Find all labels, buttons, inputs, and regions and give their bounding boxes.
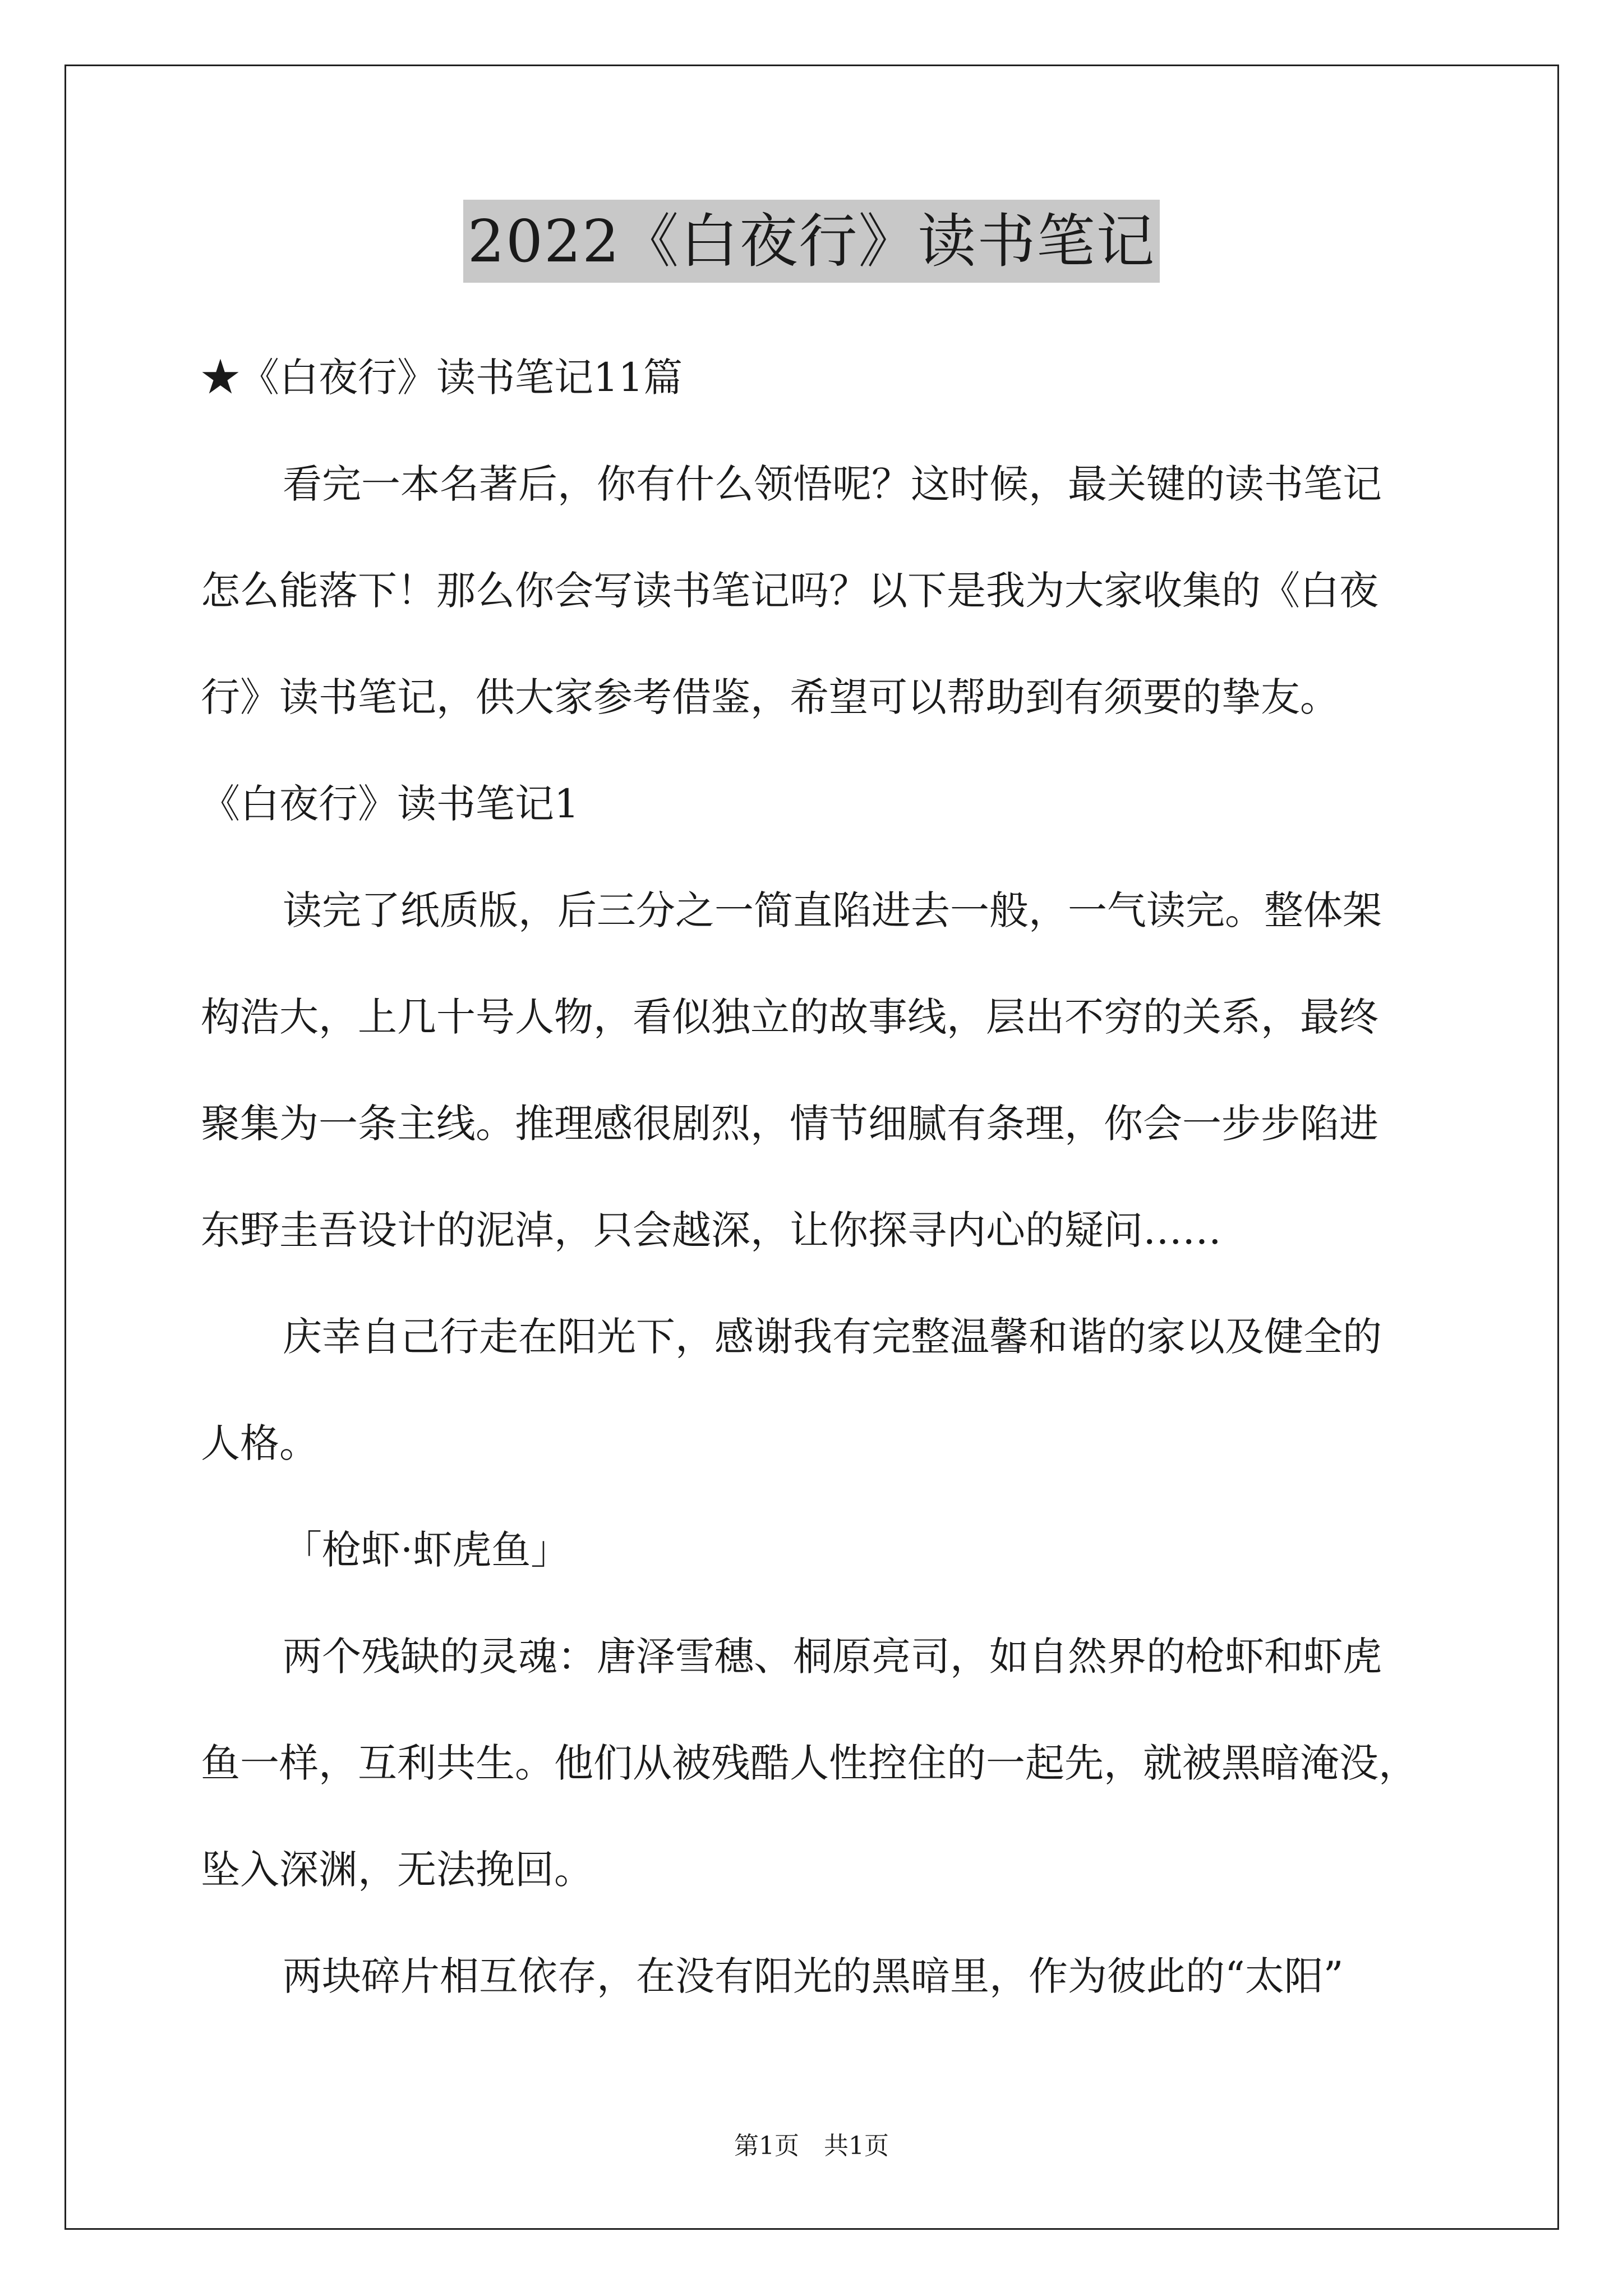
paragraph-line: 看完一本名著后，你有什么领悟呢？这时候，最关键的读书笔记 bbox=[283, 461, 1382, 507]
paragraph-line: 聚集为一条主线。推理感很剧烈，情节细腻有条理，你会一步步陷进 bbox=[201, 1101, 1378, 1147]
paragraph-line: 怎么能落下！那么你会写读书笔记吗？以下是我为大家收集的《白夜 bbox=[201, 568, 1378, 614]
document-title: 2022《白夜行》读书笔记 bbox=[463, 200, 1160, 283]
paragraph-line: 人格。 bbox=[201, 1420, 319, 1466]
title-container bbox=[0, 200, 1623, 283]
paragraph-line: 两块碎片相互依存，在没有阳光的黑暗里，作为彼此的“太阳” bbox=[283, 1953, 1344, 1999]
paragraph-line: 庆幸自己行走在阳光下，感谢我有完整温馨和谐的家以及健全的 bbox=[283, 1314, 1382, 1360]
paragraph-line: 东野圭吾设计的泥淖，只会越深，让你探寻内心的疑问…… bbox=[201, 1207, 1221, 1253]
section-heading: 《白夜行》读书笔记1 bbox=[201, 781, 579, 827]
page-footer: 第1页 共1页 bbox=[734, 2132, 889, 2160]
paragraph-line: 坠入深渊，无法挽回。 bbox=[201, 1847, 593, 1893]
paragraph-line: 行》读书笔记，供大家参考借鉴，希望可以帮助到有须要的挚友。 bbox=[201, 674, 1339, 720]
paragraph-line: 鱼一样，互利共生。他们从被残酷人性控住的一起先，就被黑暗淹没， bbox=[201, 1740, 1418, 1786]
subtitle-line: ★《白夜行》读书笔记11篇 bbox=[201, 355, 683, 401]
subheading-line: 「枪虾·虾虎鱼」 bbox=[283, 1527, 570, 1573]
paragraph-line: 两个残缺的灵魂：唐泽雪穗、桐原亮司，如自然界的枪虾和虾虎 bbox=[283, 1634, 1382, 1680]
paragraph-line: 构浩大，上几十号人物，看似独立的故事线，层出不穷的关系，最终 bbox=[201, 994, 1378, 1040]
paragraph-line: 读完了纸质版，后三分之一简直陷进去一般，一气读完。整体架 bbox=[283, 887, 1382, 933]
